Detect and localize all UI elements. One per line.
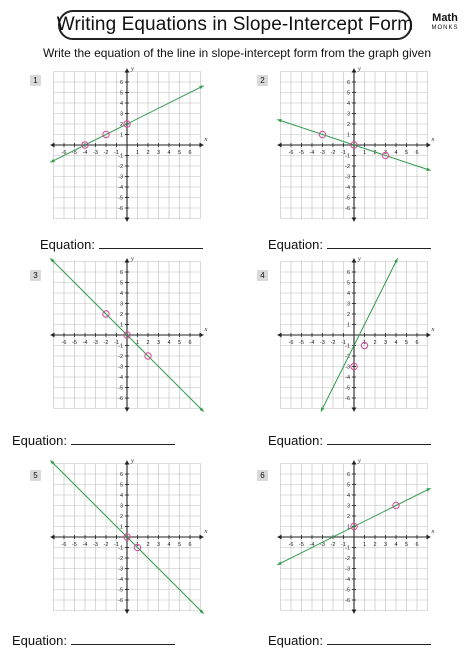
y-tick-label: -6 <box>345 396 350 402</box>
y-tick-label: 3 <box>346 503 350 510</box>
y-tick-label: 3 <box>119 111 123 118</box>
y-tick-label: 6 <box>346 80 350 86</box>
problem-number-6: 6 <box>257 470 268 481</box>
x-tick-label: 4 <box>167 150 171 156</box>
y-tick-label: 1 <box>119 524 123 531</box>
y-tick-label: 3 <box>346 111 350 118</box>
y-tick-label: -1 <box>118 545 123 552</box>
x-axis-arrow <box>278 535 282 540</box>
y-tick-label: -5 <box>345 385 350 392</box>
x-tick-label: -4 <box>309 340 315 346</box>
x-tick-label: -4 <box>309 150 315 156</box>
x-tick-label: -5 <box>299 340 304 346</box>
x-axis-arrow <box>51 143 55 148</box>
x-tick-label: 2 <box>146 542 150 548</box>
x-tick-label: 5 <box>404 542 409 548</box>
x-tick-label: -2 <box>330 150 336 156</box>
x-axis-arrow <box>278 333 282 338</box>
x-axis-arrow <box>200 143 204 148</box>
x-tick-label: 5 <box>404 150 409 156</box>
x-tick-label: -5 <box>72 340 77 346</box>
x-tick-label: -4 <box>82 150 88 156</box>
y-axis-label: y <box>131 65 134 73</box>
x-tick-label: -6 <box>288 542 294 548</box>
y-tick-label: -1 <box>345 153 350 160</box>
y-tick-label: -1 <box>345 545 350 552</box>
y-tick-label: 2 <box>119 514 123 520</box>
x-tick-label: -6 <box>61 150 67 156</box>
y-axis-arrow <box>125 461 130 465</box>
x-tick-label: 5 <box>177 340 182 346</box>
answer-blank <box>327 236 431 249</box>
x-tick-label: 5 <box>177 150 182 156</box>
y-tick-label: -3 <box>118 364 123 371</box>
equation-6 <box>268 632 431 648</box>
x-tick-label: -5 <box>299 542 304 548</box>
x-tick-label: -3 <box>320 542 325 548</box>
y-tick-label: -4 <box>345 185 350 191</box>
y-tick-label: 5 <box>119 280 123 287</box>
y-tick-label: -4 <box>118 577 123 583</box>
x-tick-label: -1 <box>341 542 346 548</box>
equation-4 <box>268 432 431 448</box>
y-tick-label: 2 <box>346 514 350 520</box>
x-tick-label: -2 <box>103 542 109 548</box>
x-tick-label: 1 <box>135 150 140 156</box>
equation-label: Equation: <box>12 433 67 448</box>
x-tick-label: 6 <box>188 150 192 156</box>
equation-5 <box>12 632 175 648</box>
x-axis-label: x <box>431 326 435 333</box>
x-tick-label: 3 <box>383 150 388 156</box>
problem-number-3: 3 <box>30 270 41 281</box>
y-tick-label: -1 <box>118 153 123 160</box>
y-tick-label: -1 <box>345 343 350 350</box>
equation-3 <box>12 432 175 448</box>
y-tick-label: -6 <box>118 396 123 402</box>
y-axis-arrow <box>125 69 130 73</box>
y-tick-label: 4 <box>346 101 350 107</box>
x-tick-label: 3 <box>156 150 161 156</box>
graph-line-arrow <box>426 168 430 171</box>
equation-label: Equation: <box>40 237 95 252</box>
y-tick-label: 4 <box>119 493 123 499</box>
x-tick-label: -3 <box>93 340 98 346</box>
graph-6 <box>274 457 435 615</box>
x-axis-arrow <box>427 333 431 338</box>
graph-5 <box>47 457 208 615</box>
x-tick-label: 3 <box>383 340 388 346</box>
graph-line-arrow <box>277 119 281 122</box>
y-tick-label: 5 <box>346 90 350 97</box>
math-monks-logo <box>425 12 465 42</box>
worksheet-title-text: Writing Equations in Slope-Intercept Form <box>56 14 414 35</box>
y-tick-label: -3 <box>118 174 123 181</box>
graph-2 <box>274 65 435 223</box>
equation-label: Equation: <box>268 237 323 252</box>
y-tick-label: -6 <box>345 598 350 604</box>
x-tick-label: 3 <box>383 542 388 548</box>
x-tick-label: -6 <box>288 340 294 346</box>
answer-blank <box>327 632 431 645</box>
y-axis-label: y <box>358 255 361 263</box>
x-tick-label: -3 <box>320 150 325 156</box>
y-axis-label: y <box>131 255 134 263</box>
x-tick-label: 6 <box>415 542 419 548</box>
x-tick-label: -3 <box>93 150 98 156</box>
y-tick-label: 1 <box>119 322 123 329</box>
y-tick-label: 6 <box>119 472 123 478</box>
equation-2 <box>268 236 431 252</box>
x-tick-label: -2 <box>103 150 109 156</box>
y-tick-label: 4 <box>119 101 123 107</box>
y-tick-label: -5 <box>345 587 350 594</box>
y-tick-label: -2 <box>118 556 123 562</box>
y-tick-label: 1 <box>346 524 350 531</box>
y-tick-label: -6 <box>345 206 350 212</box>
y-tick-label: 5 <box>346 280 350 287</box>
x-tick-label: -1 <box>114 542 119 548</box>
y-tick-label: 4 <box>119 291 123 297</box>
y-axis-label: y <box>358 65 361 73</box>
answer-blank <box>327 432 431 445</box>
y-tick-label: 2 <box>119 122 123 128</box>
y-tick-label: -2 <box>118 164 123 170</box>
y-tick-label: 6 <box>119 80 123 86</box>
instructions: Write the equation of the line in slope-intercept form from the graph given <box>43 46 431 60</box>
y-tick-label: 3 <box>346 301 350 308</box>
y-tick-label: 2 <box>346 312 350 318</box>
problem-number-1: 1 <box>30 75 41 86</box>
y-tick-label: -3 <box>345 364 350 371</box>
y-tick-label: -1 <box>118 343 123 350</box>
x-tick-label: 4 <box>394 542 398 548</box>
x-tick-label: -4 <box>309 542 315 548</box>
y-tick-label: -5 <box>118 587 123 594</box>
y-tick-label: 4 <box>346 493 350 499</box>
y-tick-label: 5 <box>119 90 123 97</box>
y-tick-label: 6 <box>346 270 350 276</box>
y-tick-label: -3 <box>345 566 350 573</box>
x-tick-label: -1 <box>341 150 346 156</box>
x-tick-label: -2 <box>103 340 109 346</box>
x-tick-label: 1 <box>362 150 367 156</box>
x-tick-label: 2 <box>373 150 377 156</box>
y-tick-label: -6 <box>118 206 123 212</box>
y-axis-arrow <box>125 218 130 222</box>
x-axis-label: x <box>204 136 208 143</box>
x-tick-label: 4 <box>167 340 171 346</box>
x-tick-label: -3 <box>320 340 325 346</box>
y-tick-label: 5 <box>346 482 350 489</box>
y-axis-label: y <box>131 457 134 465</box>
y-tick-label: -2 <box>118 354 123 360</box>
x-tick-label: -6 <box>288 150 294 156</box>
graph-1 <box>47 65 208 223</box>
problem-number-2: 2 <box>257 75 268 86</box>
x-tick-label: 2 <box>146 150 150 156</box>
y-tick-label: -2 <box>345 164 350 170</box>
x-axis-label: x <box>431 528 435 535</box>
logo-bottom-text: MONKS <box>431 25 459 31</box>
y-tick-label: 2 <box>119 312 123 318</box>
y-tick-label: -5 <box>118 195 123 202</box>
equation-label: Equation: <box>12 633 67 648</box>
x-axis-arrow <box>51 333 55 338</box>
graph-3 <box>47 255 208 413</box>
x-tick-label: -1 <box>341 340 346 346</box>
x-tick-label: -2 <box>330 340 336 346</box>
x-axis-arrow <box>51 535 55 540</box>
worksheet-title <box>58 10 412 40</box>
y-axis-arrow <box>352 408 357 412</box>
y-tick-label: -4 <box>118 375 123 381</box>
equation-label: Equation: <box>268 633 323 648</box>
y-tick-label: -6 <box>118 598 123 604</box>
y-tick-label: -3 <box>118 566 123 573</box>
x-tick-label: 6 <box>415 340 419 346</box>
x-tick-label: 4 <box>394 150 398 156</box>
y-tick-label: -5 <box>118 385 123 392</box>
x-tick-label: -5 <box>72 542 77 548</box>
y-tick-label: -5 <box>345 195 350 202</box>
x-axis-arrow <box>200 535 204 540</box>
y-tick-label: 2 <box>346 122 350 128</box>
x-tick-label: 2 <box>373 340 377 346</box>
y-tick-label: -2 <box>345 354 350 360</box>
y-axis-arrow <box>125 408 130 412</box>
y-tick-label: -4 <box>345 375 350 381</box>
x-tick-label: -1 <box>114 150 119 156</box>
x-axis-label: x <box>431 136 435 143</box>
x-tick-label: 1 <box>362 542 367 548</box>
x-tick-label: -5 <box>72 150 77 156</box>
x-tick-label: -2 <box>330 542 336 548</box>
equation-1 <box>40 236 203 252</box>
x-tick-label: -4 <box>82 542 88 548</box>
x-tick-label: 3 <box>156 542 161 548</box>
x-tick-label: 5 <box>404 340 409 346</box>
y-tick-label: 3 <box>119 503 123 510</box>
x-axis-arrow <box>427 143 431 148</box>
y-axis-arrow <box>352 69 357 73</box>
y-axis-arrow <box>352 610 357 614</box>
y-axis-label: y <box>358 457 361 465</box>
x-tick-label: 1 <box>135 542 140 548</box>
x-axis-label: x <box>204 528 208 535</box>
answer-blank <box>99 236 203 249</box>
x-axis-arrow <box>427 535 431 540</box>
y-tick-label: 1 <box>119 132 123 139</box>
y-tick-label: 6 <box>119 270 123 276</box>
y-axis-arrow <box>352 218 357 222</box>
x-tick-label: 3 <box>156 340 161 346</box>
problem-number-5: 5 <box>30 470 41 481</box>
y-axis-arrow <box>352 259 357 263</box>
x-tick-label: 6 <box>188 340 192 346</box>
y-tick-label: 6 <box>346 472 350 478</box>
x-tick-label: 4 <box>167 542 171 548</box>
x-tick-label: 1 <box>362 340 367 346</box>
x-tick-label: -1 <box>114 340 119 346</box>
x-tick-label: -5 <box>299 150 304 156</box>
y-tick-label: -4 <box>345 577 350 583</box>
x-tick-label: -6 <box>61 340 67 346</box>
x-axis-arrow <box>278 143 282 148</box>
y-tick-label: 3 <box>119 301 123 308</box>
x-axis-arrow <box>200 333 204 338</box>
x-tick-label: 2 <box>146 340 150 346</box>
x-tick-label: 1 <box>135 340 140 346</box>
x-tick-label: 6 <box>188 542 192 548</box>
x-tick-label: 4 <box>394 340 398 346</box>
y-tick-label: -2 <box>345 556 350 562</box>
answer-blank <box>71 432 175 445</box>
equation-label: Equation: <box>268 433 323 448</box>
x-tick-label: 5 <box>177 542 182 548</box>
y-tick-label: -4 <box>118 185 123 191</box>
y-tick-label: -3 <box>345 174 350 181</box>
logo-top-text: Math <box>432 12 458 24</box>
x-tick-label: -4 <box>82 340 88 346</box>
y-tick-label: 5 <box>119 482 123 489</box>
y-axis-arrow <box>352 461 357 465</box>
problem-number-4: 4 <box>257 270 268 281</box>
answer-blank <box>71 632 175 645</box>
y-tick-label: 1 <box>346 132 350 139</box>
x-tick-label: 2 <box>373 542 377 548</box>
y-tick-label: 1 <box>346 322 350 329</box>
x-tick-label: -3 <box>93 542 98 548</box>
y-tick-label: 4 <box>346 291 350 297</box>
graph-4 <box>274 255 435 413</box>
y-axis-arrow <box>125 610 130 614</box>
x-tick-label: 6 <box>415 150 419 156</box>
x-tick-label: -6 <box>61 542 67 548</box>
y-axis-arrow <box>125 259 130 263</box>
x-axis-label: x <box>204 326 208 333</box>
